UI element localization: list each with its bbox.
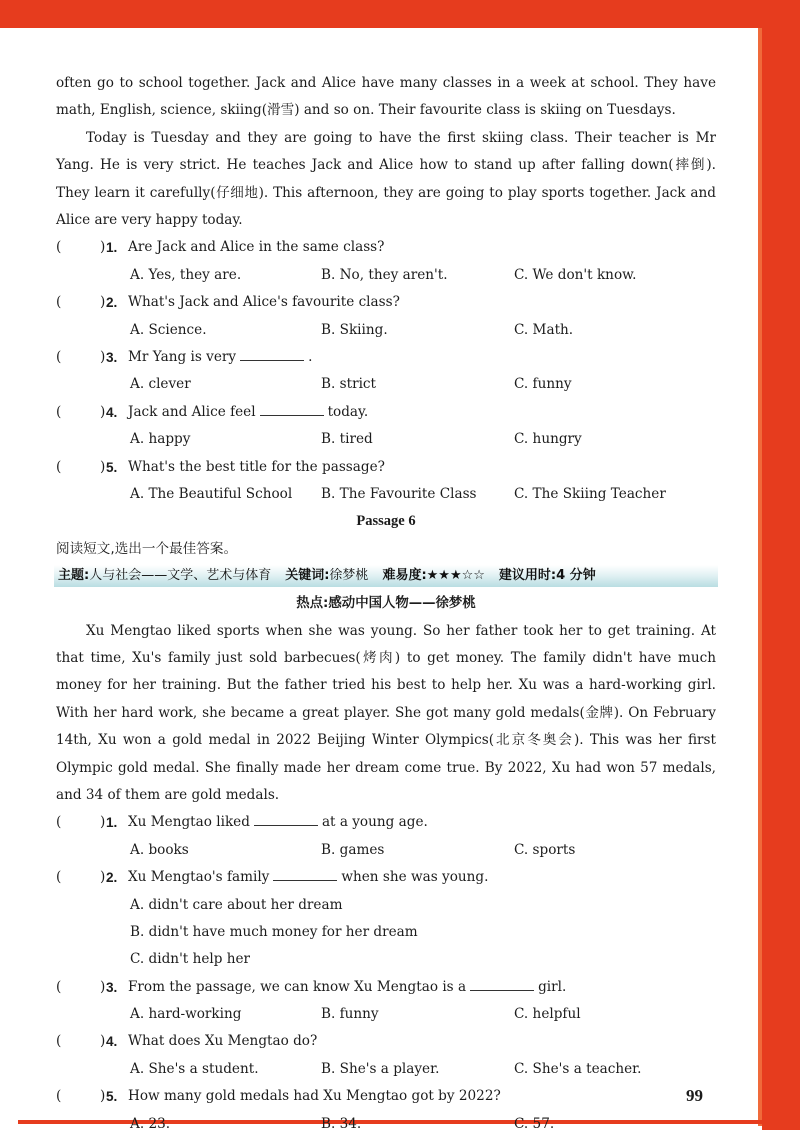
answer-blank[interactable] bbox=[273, 866, 337, 881]
option-a: A. books bbox=[130, 841, 189, 858]
answer-blank[interactable] bbox=[240, 346, 304, 361]
options-row bbox=[56, 371, 716, 398]
answer-paren-open: ( bbox=[56, 349, 62, 365]
options-row bbox=[56, 1056, 716, 1083]
option-a: A. The Beautiful School bbox=[130, 485, 293, 502]
passage5-paragraph-2: Today is Tuesday and they are going to have the first skiing class. Their teacher is Mr Yang. He is very strict. He teaches Jack and Alice how to stand up after falling down(摔倒). They learn it carefully(仔细地). This afternoon, they are going to play sports together. Jack and Alice are very happy today. bbox=[56, 129, 716, 229]
option-a: A. 23. bbox=[130, 1115, 171, 1132]
options-row bbox=[56, 317, 716, 344]
answer-paren-close: ) bbox=[100, 239, 106, 256]
question-text: How many gold medals had Xu Mengtao got by 2022? bbox=[128, 1088, 501, 1105]
option-b: B. funny bbox=[321, 1006, 379, 1023]
question-number: 3. bbox=[106, 350, 118, 365]
question-number: 4. bbox=[106, 1034, 118, 1050]
option-a: A. She's a student. bbox=[130, 1060, 259, 1077]
question-text bbox=[128, 344, 312, 371]
passage-title: Passage 6 bbox=[356, 513, 416, 530]
answer-paren-close: ) bbox=[100, 403, 106, 420]
time-value: 4 分钟 bbox=[556, 568, 596, 584]
option-b: B. games bbox=[321, 841, 385, 858]
options-row bbox=[56, 946, 716, 973]
answer-paren-close: ) bbox=[100, 814, 106, 831]
question-row bbox=[56, 1028, 716, 1055]
theme-label: 主题: bbox=[58, 568, 90, 584]
option-a: A. happy bbox=[130, 431, 191, 448]
theme-info-bar bbox=[54, 565, 718, 587]
option-b: B. She's a player. bbox=[321, 1060, 440, 1077]
question-row bbox=[56, 1083, 716, 1110]
option-a: A. Yes, they are. bbox=[130, 266, 242, 283]
option-c: C. The Skiing Teacher bbox=[514, 485, 666, 502]
question-text-before: Mr Yang is very bbox=[128, 349, 237, 365]
question-number: 1. bbox=[106, 815, 118, 831]
options-row bbox=[56, 262, 716, 289]
option-b: B. tired bbox=[321, 431, 373, 448]
answer-paren-open: ( bbox=[56, 1088, 62, 1105]
option-c: C. funny bbox=[514, 376, 572, 393]
option-c: C. hungry bbox=[514, 431, 582, 448]
question-row bbox=[56, 344, 716, 371]
options-row bbox=[56, 837, 716, 864]
option-c: C. She's a teacher. bbox=[514, 1060, 642, 1077]
answer-paren-close: ) bbox=[100, 458, 106, 475]
answer-paren-open: ( bbox=[56, 239, 62, 256]
answer-paren-open: ( bbox=[56, 978, 62, 995]
answer-paren-open: ( bbox=[56, 869, 62, 886]
option-a: A. Science. bbox=[130, 321, 207, 338]
question-row bbox=[56, 974, 716, 1001]
question-number: 5. bbox=[106, 1089, 118, 1105]
answer-paren-open: ( bbox=[56, 294, 62, 311]
question-row bbox=[56, 809, 716, 836]
answer-blank[interactable] bbox=[260, 401, 324, 416]
answer-paren-close: ) bbox=[100, 978, 106, 995]
option-c: C. Math. bbox=[514, 321, 574, 338]
question-text-after: . bbox=[308, 349, 313, 365]
option-a: A. didn't care about her dream bbox=[130, 896, 343, 913]
options-row bbox=[56, 481, 716, 508]
options-row bbox=[56, 1111, 716, 1138]
question-text bbox=[128, 399, 368, 426]
option-b: B. No, they aren't. bbox=[321, 266, 448, 283]
answer-paren-close: ) bbox=[100, 349, 106, 365]
question-row bbox=[56, 289, 716, 316]
answer-paren-close: ) bbox=[100, 1088, 106, 1105]
question-text bbox=[128, 974, 566, 1001]
options-row bbox=[56, 1001, 716, 1028]
difficulty-label: 难易度: bbox=[382, 568, 427, 584]
answer-paren-close: ) bbox=[100, 869, 106, 886]
options-row bbox=[56, 919, 716, 946]
question-text bbox=[128, 864, 488, 891]
option-b: B. Skiing. bbox=[321, 321, 388, 338]
right-border bbox=[762, 0, 800, 1130]
option-a: A. hard-working bbox=[130, 1006, 242, 1023]
question-text-after: when she was young. bbox=[341, 869, 489, 886]
question-number: 3. bbox=[106, 979, 118, 995]
keyword-value: 徐梦桃 bbox=[329, 568, 369, 584]
passage5-paragraph-1: often go to school together. Jack and Alice have many classes in a week at school. They have math, English, science, skiing(滑雪) and so on. Their favourite class is skiing on Tuesdays. bbox=[56, 75, 716, 119]
option-a: A. clever bbox=[130, 376, 191, 393]
option-c: C. 57. bbox=[514, 1115, 555, 1132]
option-b: B. 34. bbox=[321, 1115, 362, 1132]
top-border bbox=[0, 0, 762, 28]
question-text: Are Jack and Alice in the same class? bbox=[128, 239, 385, 256]
question-row bbox=[56, 234, 716, 261]
keyword-label: 关键词: bbox=[285, 568, 330, 584]
question-number: 5. bbox=[106, 459, 118, 475]
instruction-text: 阅读短文,选出一个最佳答案。 bbox=[56, 540, 238, 557]
question-text-after: girl. bbox=[538, 978, 567, 995]
time-label: 建议用时: bbox=[498, 568, 557, 584]
options-row bbox=[56, 892, 716, 919]
question-number: 1. bbox=[106, 240, 118, 256]
question-text-before: Jack and Alice feel bbox=[128, 403, 256, 420]
question-row bbox=[56, 864, 716, 891]
answer-paren-open: ( bbox=[56, 814, 62, 831]
answer-paren-close: ) bbox=[100, 294, 106, 311]
answer-blank[interactable] bbox=[254, 811, 318, 826]
option-c: C. helpful bbox=[514, 1006, 581, 1023]
option-b: B. strict bbox=[321, 376, 376, 393]
theme-value: 人与社会——文学、艺术与体育 bbox=[89, 568, 272, 584]
hot-topic: 热点:感动中国人物——徐梦桃 bbox=[296, 596, 476, 612]
right-border-inner bbox=[758, 28, 762, 1126]
options-row bbox=[56, 426, 716, 453]
answer-blank[interactable] bbox=[470, 976, 534, 991]
difficulty-stars: ★★★☆☆ bbox=[426, 568, 485, 584]
question-text-before: Xu Mengtao liked bbox=[128, 814, 250, 831]
option-c: C. didn't help her bbox=[130, 951, 251, 968]
question-number: 2. bbox=[106, 870, 118, 886]
passage6-paragraph: Xu Mengtao liked sports when she was young. So her father took her to get training. At that time, Xu's family just sold barbecues(烤肉) to get money. The family didn't have much money for her training. But the father tried his best to help her. Xu was a hard-working girl. With her hard work, she became a great player. She got many gold medals(金牌). On February 14th, Xu won a gold medal in 2022 Beijing Winter Olympics(北京冬奥会). This was her first Olympic gold medal. She finally made her dream come true. By 2022, Xu had won 57 medals, and 34 of them are gold medals. bbox=[56, 622, 716, 803]
question-text: What does Xu Mengtao do? bbox=[128, 1033, 318, 1050]
question-text-before: From the passage, we can know Xu Mengtao is a bbox=[128, 978, 467, 995]
question-text bbox=[128, 809, 428, 836]
option-c: C. We don't know. bbox=[514, 266, 637, 283]
question-text-after: today. bbox=[327, 403, 369, 420]
page-content bbox=[56, 70, 716, 1138]
question-row bbox=[56, 399, 716, 426]
option-c: C. sports bbox=[514, 841, 576, 858]
option-b: B. didn't have much money for her dream bbox=[130, 923, 418, 940]
question-row bbox=[56, 454, 716, 481]
option-b: B. The Favourite Class bbox=[321, 485, 477, 502]
answer-paren-open: ( bbox=[56, 458, 62, 475]
question-number: 4. bbox=[106, 404, 118, 420]
question-text: What's the best title for the passage? bbox=[128, 458, 385, 475]
answer-paren-open: ( bbox=[56, 1033, 62, 1050]
question-text-after: at a young age. bbox=[321, 814, 428, 831]
answer-paren-open: ( bbox=[56, 403, 62, 420]
question-text: What's Jack and Alice's favourite class? bbox=[128, 294, 400, 311]
answer-paren-close: ) bbox=[100, 1033, 106, 1050]
question-text-before: Xu Mengtao's family bbox=[128, 869, 270, 886]
question-number: 2. bbox=[106, 295, 118, 311]
page-number: 99 bbox=[686, 1086, 703, 1105]
